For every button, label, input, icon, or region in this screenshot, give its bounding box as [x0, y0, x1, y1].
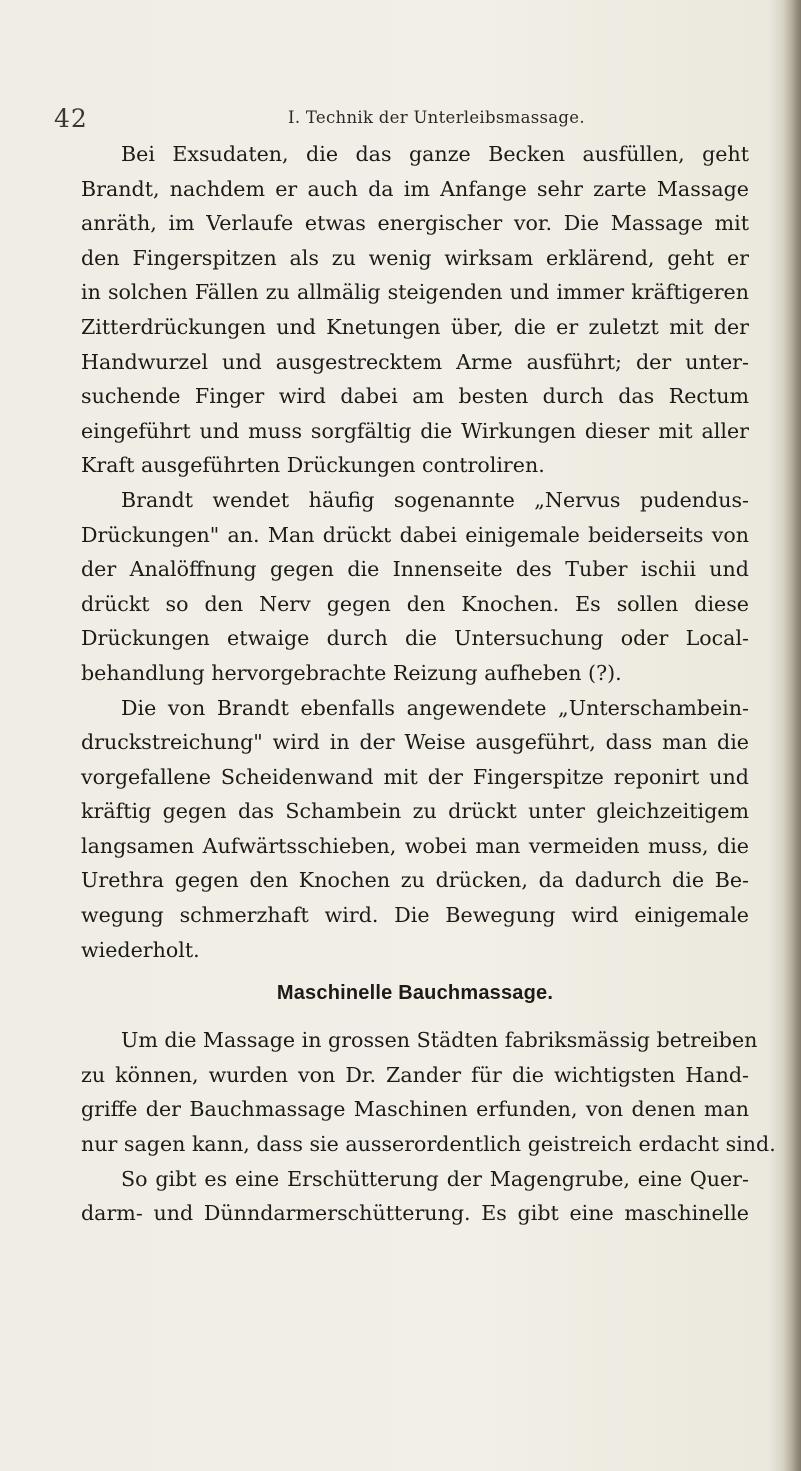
section-paragraphs	[81, 1023, 776, 1231]
text-line: anräth, im Verlaufe etwas energischer vor. Die Massage mit	[81, 211, 749, 236]
text-line: So gibt es eine Erschütterung der Magengrube, eine Quer-	[121, 1166, 749, 1191]
running-head: I. Technik der Unterleibsmassage.	[288, 108, 585, 127]
text-line: langsamen Aufwärtsschieben, wobei man vermeiden muss, die	[81, 833, 749, 858]
text-line: Zitterdrückungen und Knetungen über, die er zuletzt mit der	[81, 314, 749, 339]
text-line: griffe der Bauchmassage Maschinen erfunden, von denen man	[81, 1097, 749, 1122]
text-line: Drückungen etwaige durch die Untersuchung oder Local-	[81, 626, 749, 651]
text-line: in solchen Fällen zu allmälig steigenden und immer kräftigeren	[81, 280, 749, 305]
text-line: suchende Finger wird dabei am besten durch das Rectum	[81, 384, 749, 409]
text-line: Urethra gegen den Knochen zu drücken, da dadurch die Be-	[81, 868, 749, 893]
section-heading: Maschinelle Bauchmassage.	[276, 982, 554, 1005]
page-number: 42	[54, 104, 88, 133]
text-line: Handwurzel und ausgestrecktem Arme ausführt; der unter-	[81, 349, 749, 374]
text-line: Brandt wendet häufig sogenannte „Nervus pudendus-	[121, 487, 749, 512]
text-line: druckstreichung" wird in der Weise ausgeführt, dass man die	[81, 730, 749, 755]
text-line: Drückungen" an. Man drückt dabei einigemale beiderseits von	[81, 522, 749, 547]
main-text	[81, 137, 776, 1231]
text-line: wiederholt.	[81, 937, 200, 962]
text-line: Kraft ausgeführten Drückungen controliren.	[81, 453, 545, 478]
text-line: Bei Exsudaten, die das ganze Becken ausfüllen, geht	[121, 142, 749, 166]
text-line: drückt so den Nerv gegen den Knochen. Es sollen diese	[81, 591, 749, 616]
text-line: vorgefallene Scheidenwand mit der Fingerspitze reponirt und	[81, 764, 749, 789]
text-line: zu können, wurden von Dr. Zander für die wichtigsten Hand-	[81, 1062, 749, 1087]
text-line: behandlung hervorgebrachte Reizung aufheben (?).	[81, 660, 622, 685]
page-header	[54, 104, 754, 134]
text-line: eingeführt und muss sorgfältig die Wirkungen dieser mit aller	[81, 418, 749, 443]
text-line: den Fingerspitzen als zu wenig wirksam erklärend, geht er	[81, 245, 749, 270]
text-line: nur sagen kann, dass sie ausserordentlich geistreich erdacht sind.	[81, 1132, 776, 1157]
body-paragraphs	[81, 137, 749, 967]
text-line: Die von Brandt ebenfalls angewendete „Unterschambein-	[121, 695, 749, 720]
text-line: wegung schmerzhaft wird. Die Bewegung wird einigemale	[81, 903, 749, 928]
text-line: kräftig gegen das Schambein zu drückt unter gleichzeitigem	[81, 799, 749, 824]
text-line: Um die Massage in grossen Städten fabriksmässig betreiben	[121, 1028, 758, 1053]
page-edge-shadow	[783, 0, 801, 1471]
text-line: Brandt, nachdem er auch da im Anfange sehr zarte Massage	[81, 176, 749, 201]
text-line: darm- und Dünndarmerschütterung. Es gibt eine maschinelle	[81, 1201, 749, 1226]
text-line: der Analöffnung gegen die Innenseite des Tuber ischii und	[81, 557, 749, 582]
